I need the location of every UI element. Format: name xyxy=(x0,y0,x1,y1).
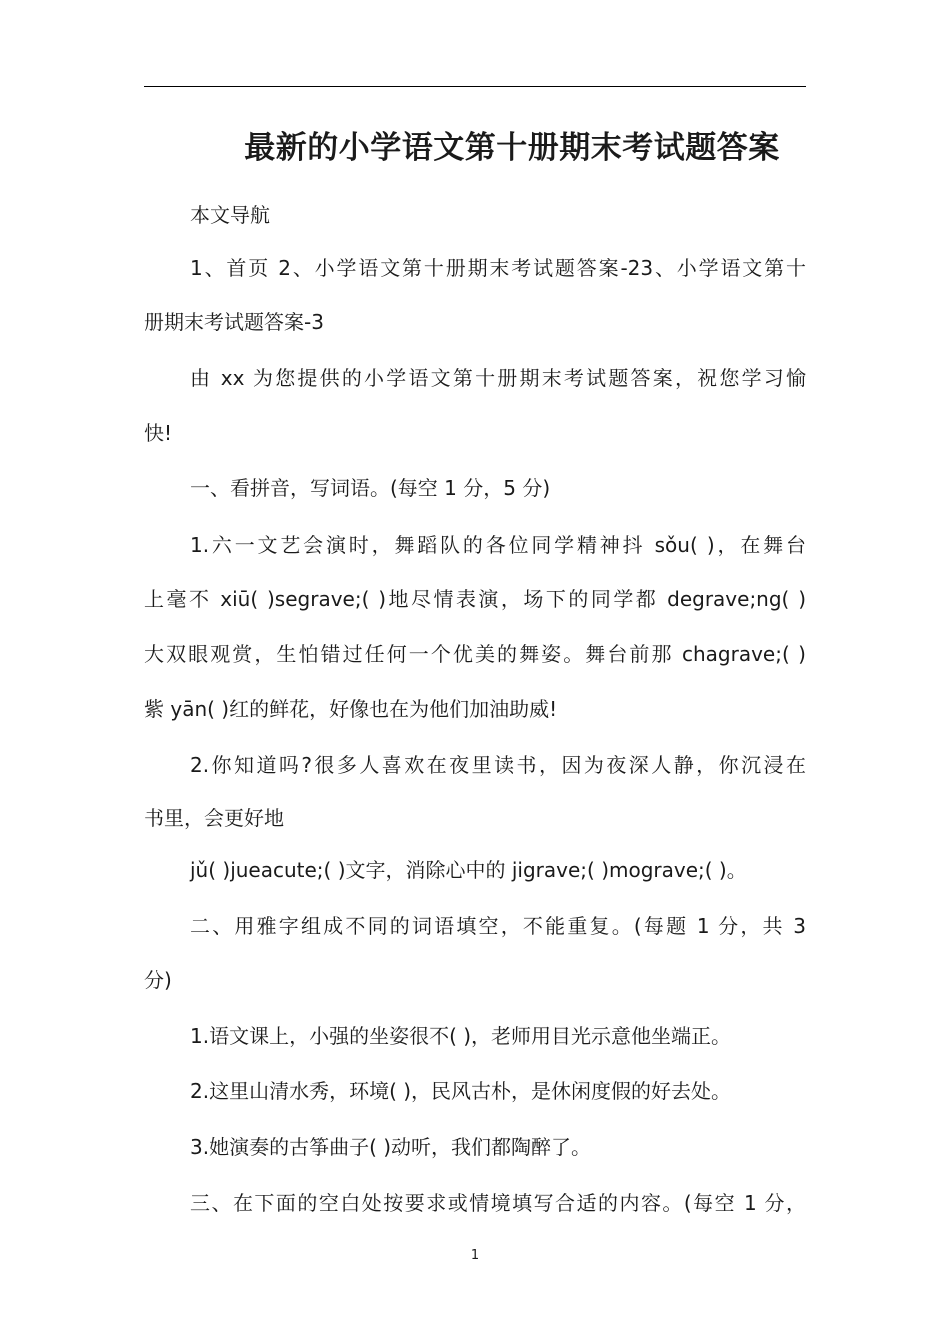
section-2-item-1: 1.语文课上，小强的坐姿很不( )，老师用目光示意他坐端正。 xyxy=(190,1024,732,1048)
nav-links-line-1: 1、首页 2、小学语文第十册期末考试题答案-23、小学语文第十 xyxy=(190,256,806,280)
section-1-heading: 一、看拼音，写词语。(每空 1 分，5 分) xyxy=(190,476,551,500)
question-1-line-3: 大双眼观赏，生怕错过任何一个优美的舞姿。舞台前那 chagrave;( ) xyxy=(144,642,806,666)
section-2-heading-line-2: 分) xyxy=(144,968,172,992)
section-3-heading: 三、在下面的空白处按要求或情境填写合适的内容。(每空 1 分， xyxy=(190,1191,806,1215)
section-2-item-3: 3.她演奏的古筝曲子( )动听，我们都陶醉了。 xyxy=(190,1135,592,1159)
intro-line-2: 快! xyxy=(144,421,173,445)
intro-line-1: 由 xx 为您提供的小学语文第十册期末考试题答案，祝您学习愉 xyxy=(190,366,806,390)
document-title: 最新的小学语文第十册期末考试题答案 xyxy=(244,130,780,166)
question-1-line-2: 上毫不 xiū( )segrave;( )地尽情表演，场下的同学都 degrave;ng( ) xyxy=(144,587,806,611)
section-2-heading-line-1: 二、用雅字组成不同的词语填空，不能重复。(每题 1 分，共 3 xyxy=(190,914,806,938)
question-1-line-1: 1.六一文艺会演时，舞蹈队的各位同学精神抖 sǒu( )，在舞台 xyxy=(190,533,806,557)
header-rule xyxy=(144,86,806,87)
question-2-line-2: 书里，会更好地 xyxy=(144,806,284,830)
page-number: 1 xyxy=(470,1248,480,1263)
question-2-line-3: jǔ( )jueacute;( )文字，消除心中的 jigrave;( )mograve;( )。 xyxy=(190,858,747,882)
nav-links-line-2: 册期末考试题答案-3 xyxy=(144,310,324,334)
section-2-item-2: 2.这里山清水秀，环境( )，民风古朴，是休闲度假的好去处。 xyxy=(190,1079,732,1103)
question-1-line-4: 紫 yān( )红的鲜花，好像也在为他们加油助威! xyxy=(144,697,558,721)
question-2-line-1: 2.你知道吗?很多人喜欢在夜里读书，因为夜深人静，你沉浸在 xyxy=(190,753,806,777)
nav-heading: 本文导航 xyxy=(190,203,270,227)
